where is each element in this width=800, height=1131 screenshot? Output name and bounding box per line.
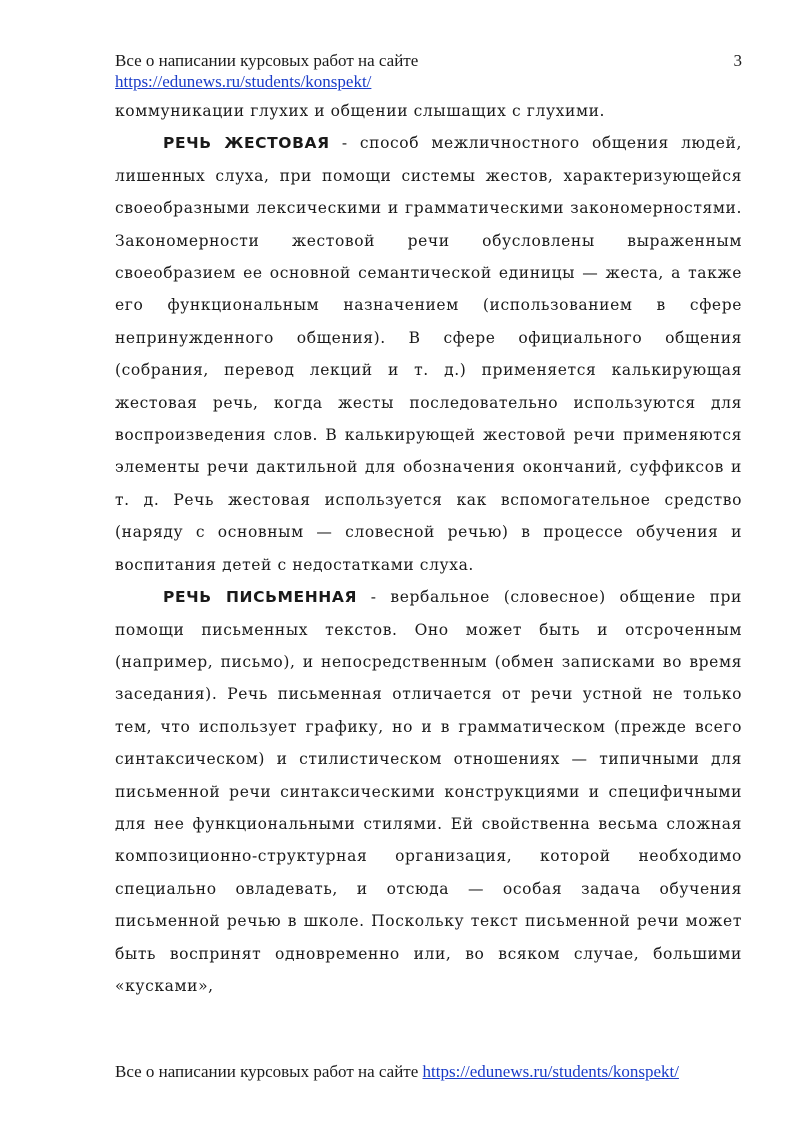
header-title: Все о написании курсовых работ на сайте bbox=[115, 51, 419, 70]
body-text bbox=[115, 95, 742, 1002]
page-footer bbox=[115, 1061, 742, 1082]
term-written-speech: РЕЧЬ ПИСЬМЕННАЯ bbox=[163, 588, 357, 607]
page-header bbox=[115, 50, 742, 92]
paragraph-sign-speech-text: - способ межличностного общения людей, лишенных слуха, при помощи системы жестов, характеризующейся своеобразными лексическими и грамматическими закономерностями. Закономерности жестовой речи обусловлены выраженным своеобразием ее основной семантической единицы — жеста, а также его функциональным назначением (использованием в сфере непринужденного общения). В сфере официального общения (собрания, перевод лекций и т. д.) применяется калькирующая жестовая речь, когда жесты последовательно используются для воспроизведения слов. В калькирующей жестовой речи применяются элементы речи дактильной для обозначения окончаний, суффиксов и т. д. Речь жестовая используется как вспомогательное средство (наряду с основным — словесной речью) в процессе обучения и воспитания детей с недостатками слуха. bbox=[115, 134, 742, 574]
page-number: 3 bbox=[733, 51, 742, 70]
paragraph-written-speech-text: - вербальное (словесное) общение при помощи письменных текстов. Оно может быть и отсроченным (например, письмо), и непосредственным (обмен записками во время заседания). Речь письменная отличается от речи устной не только тем, что использует графику, но и в грамматическом (прежде всего синтаксическом) и стилистическом отношениях — типичными для письменной речи синтаксическими конструкциями и специфичными для нее функциональными стилями. Ей свойственна весьма сложная композиционно-структурная организация, которой необходимо специально овладевать, и отсюда — особая задача обучения письменной речью в школе. Поскольку текст письменной речи может быть воспринят одновременно или, во всяком случае, большими «кусками», bbox=[115, 588, 742, 995]
footer-link[interactable]: https://edunews.ru/students/konspekt/ bbox=[422, 1062, 679, 1081]
header-link[interactable]: https://edunews.ru/students/konspekt/ bbox=[115, 72, 372, 91]
paragraph-written-speech bbox=[115, 581, 742, 1002]
paragraph-continuation: коммуникации глухих и общении слышащих с глухими. bbox=[115, 102, 606, 120]
paragraph-sign-speech bbox=[115, 127, 742, 581]
footer-text: Все о написании курсовых работ на сайте bbox=[115, 1062, 423, 1081]
term-sign-speech: РЕЧЬ ЖЕСТОВАЯ bbox=[163, 134, 330, 153]
